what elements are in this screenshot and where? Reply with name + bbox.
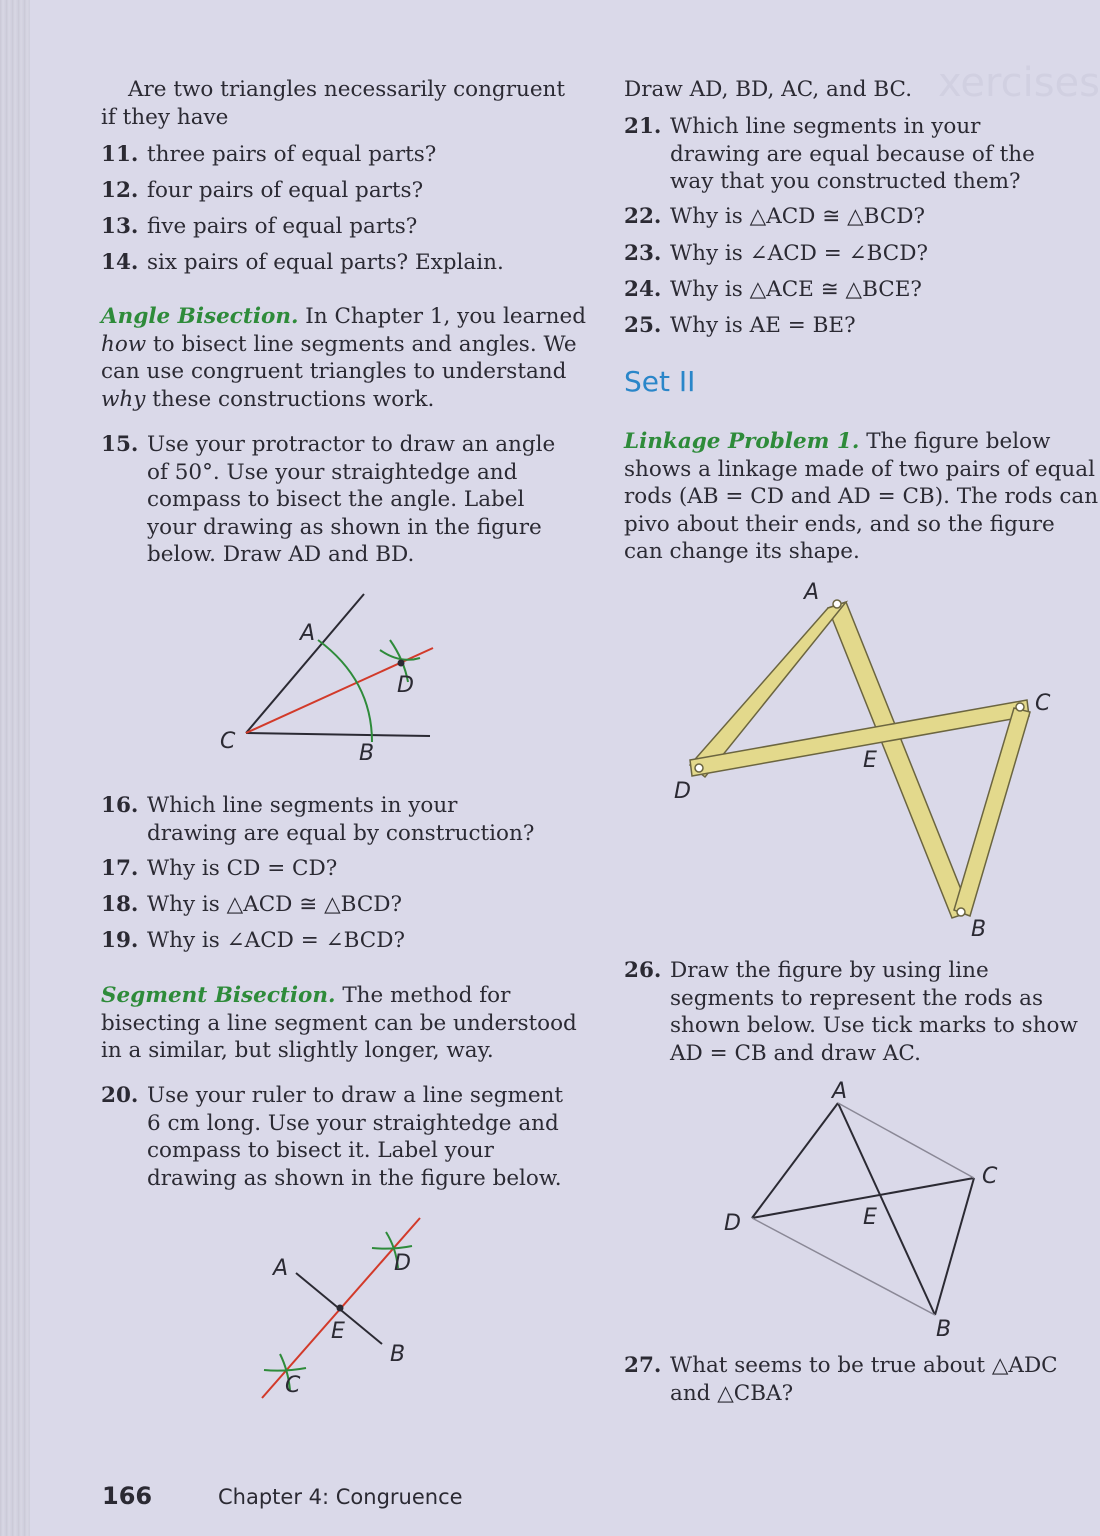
label-a: A — [300, 621, 316, 646]
label-b: B — [359, 741, 375, 766]
label-d: D — [397, 673, 414, 698]
label-c: C — [982, 1164, 998, 1189]
chapter-title: Chapter 4: Congruence — [218, 1485, 463, 1509]
draw-instruction: Draw AD, BD, AC, and BC. — [624, 77, 913, 102]
segment-cb — [935, 1178, 974, 1315]
label-c: C — [285, 1373, 301, 1398]
segment-ac — [838, 1103, 974, 1178]
label-c: C — [1035, 691, 1051, 716]
segment-bisection-paragraph: Segment Bisection. The method for bisecting a line segment can be understood in a similar, but slightly longer, way. — [101, 983, 577, 1063]
label-a: A — [804, 580, 820, 605]
label-b: B — [936, 1317, 952, 1342]
intro-question: Are two triangles necessarily congruent if they have — [101, 77, 566, 130]
label-e: E — [863, 1205, 877, 1230]
label-d: D — [724, 1211, 741, 1236]
segment-db — [752, 1218, 935, 1315]
label-a: A — [832, 1079, 848, 1104]
linkage-paragraph: Linkage Problem 1. The figure below shows a linkage made of two pairs of equal rods (AB = CD and AD = CB). The rods can pivo about their ends, and so the figure can change its shape. — [624, 429, 1099, 564]
label-d: D — [394, 1251, 411, 1276]
segment-ad — [752, 1103, 838, 1218]
label-a: A — [273, 1256, 289, 1281]
segment-ab — [838, 1103, 935, 1315]
label-e: E — [863, 748, 877, 773]
show-through-text: xercises — [937, 60, 1100, 106]
label-b: B — [390, 1342, 406, 1367]
label-e: E — [331, 1319, 345, 1344]
angle-bisection-paragraph: Angle Bisection. In Chapter 1, you learned how to bisect line segments and angles. We can use congruent triangles to understand why these constructions work. — [101, 304, 586, 412]
set-heading: Set II — [624, 365, 696, 398]
label-b: B — [971, 917, 987, 942]
page-number: 166 — [102, 1482, 153, 1510]
label-d: D — [674, 779, 691, 804]
label-c: C — [220, 729, 236, 754]
